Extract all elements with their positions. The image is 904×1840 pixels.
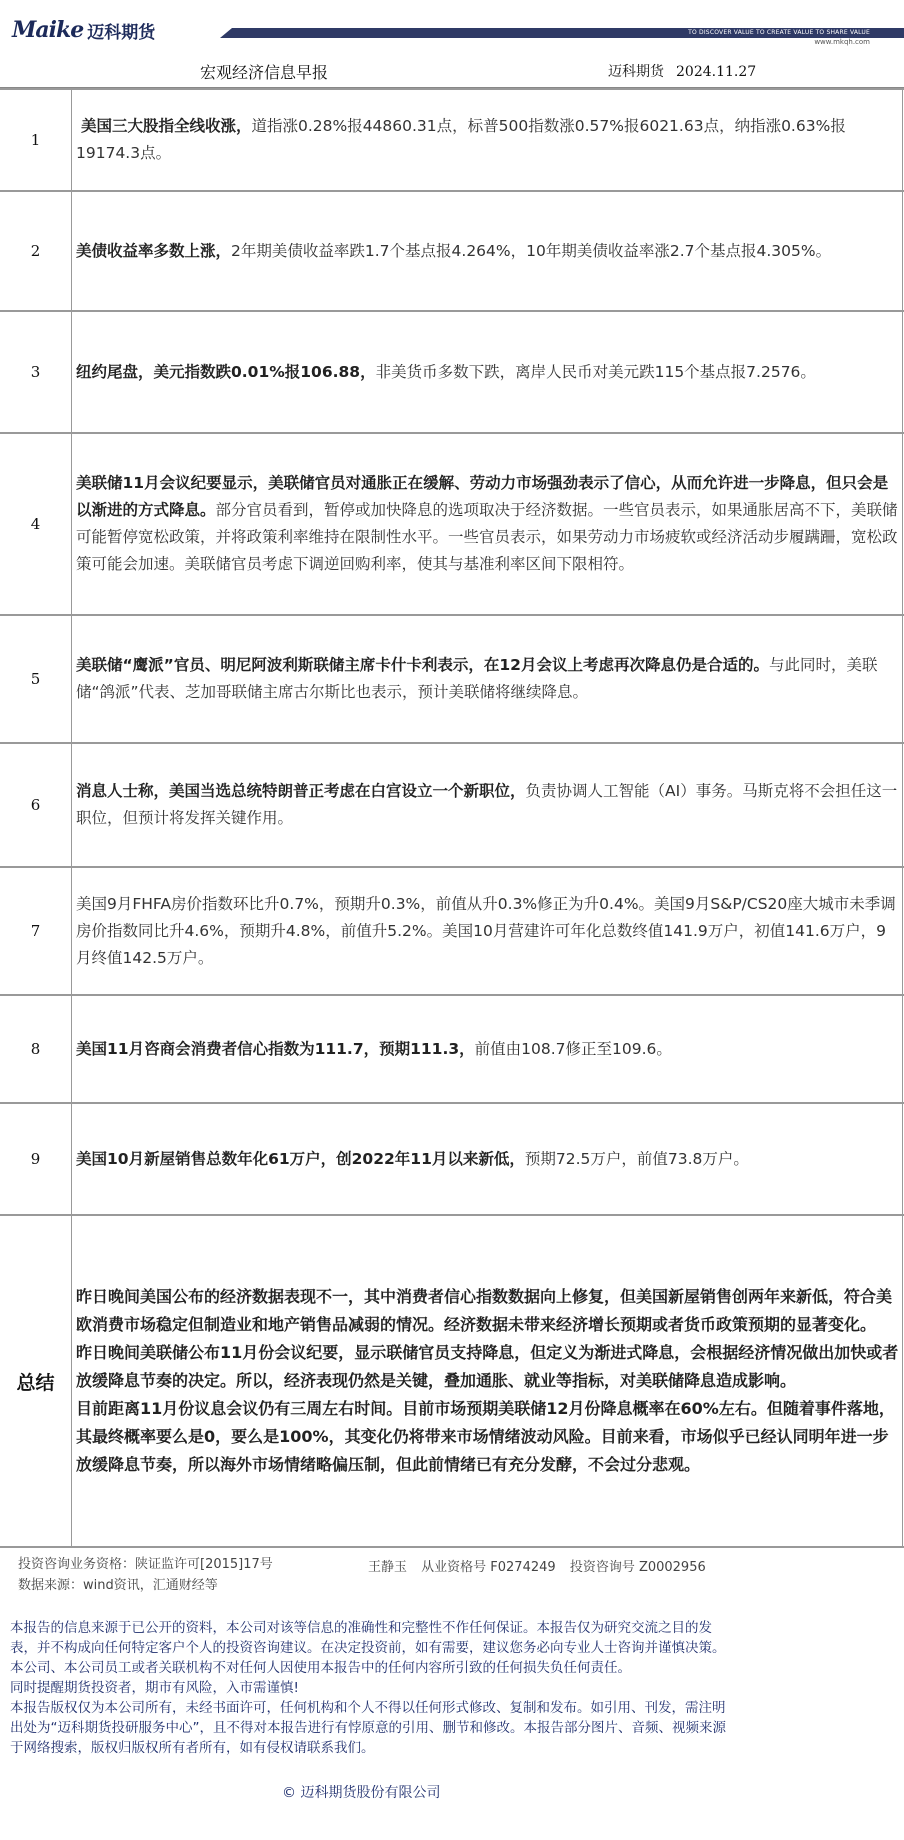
news-row-3	[0, 310, 904, 432]
row-headline: 美国三大股指全线收涨，	[80, 117, 252, 135]
row-number: 9	[0, 1104, 72, 1214]
row-number: 3	[0, 312, 72, 432]
row-text	[76, 312, 902, 432]
banner-slant	[220, 28, 232, 38]
analyst-license: 从业资格号 F0274249	[421, 1560, 556, 1575]
row-number: 7	[0, 868, 72, 994]
row-number: 8	[0, 996, 72, 1102]
table-right-border	[902, 88, 903, 1546]
row-headline: 美国11月咨商会消费者信心指数为111.7，预期111.3，	[76, 1039, 475, 1058]
analyst-info	[368, 1556, 716, 1575]
row-detail: 前值由108.7修正至109.6。	[474, 1039, 672, 1058]
header-banner	[0, 0, 904, 48]
analyst-name: 王静玉	[368, 1560, 408, 1575]
row-headline: 纽约尾盘，美元指数跌0.01%报106.88，	[76, 362, 376, 381]
row-text	[76, 616, 902, 742]
row-text	[76, 868, 902, 994]
summary-text	[76, 1216, 902, 1546]
analyst-consult-number: 投资咨询号 Z0002956	[569, 1560, 706, 1575]
row-detail: 部分官员看到，暂停或加快降息的选项取决于经济数据。一些官员表示，如果通胀居高不下，美联储可能暂停宽松政策，并将政策利率维持在限制性水平。一些官员表示，如果劳动力市场疲软或经济活动步履蹒跚，宽松政策可能会加速。美联储官员考虑下调逆回购利率，使其与基准利率区间下限相符。	[76, 501, 898, 573]
news-row-7	[0, 866, 904, 994]
row-text	[76, 996, 902, 1102]
tagline: TO DISCOVER VALUE TO CREATE VALUE TO SHARE VALUE	[688, 29, 870, 36]
row-number: 1	[0, 90, 72, 190]
row-text	[76, 744, 902, 866]
news-row-2	[0, 190, 904, 310]
row-text	[76, 192, 902, 310]
row-detail: 2年期美债收益率跌1.7个基点报4.264%，10年期美债收益率涨2.7个基点报4.305%。	[231, 241, 832, 260]
row-number: 5	[0, 616, 72, 742]
disclaimer-paragraph-1: 本报告的信息来源于已公开的资料，本公司对该等信息的准确性和完整性不作任何保证。本报告仅为研究交流之目的发表，并不构成向任何特定客户个人的投资咨询建议。在决定投资前，如有需要，建议您务必向专业人士咨询并谨慎决策。本公司、本公司员工或者关联机构不对任何人因使用本报告中的任何内容所引致的任何损失负任何责任。	[10, 1620, 726, 1676]
row-number: 6	[0, 744, 72, 866]
row-detail: 道指涨0.28%报44860.31点，标普500指数涨0.57%报6021.63点，纳指涨0.63%报19174.3点。	[76, 117, 846, 162]
row-text	[76, 1104, 902, 1214]
summary-paragraph-3: 目前距离11月份议息会议仍有三周左右时间。目前市场预期美联储12月份降息概率在60%左右。但随着事件落地，其最终概率要么是0，要么是100%，其变化仍将带来市场情绪波动风险。目前来看，市场似乎已经认同明年进一步放缓降息节奏，所以海外市场情绪略偏压制，但此前情绪已有充分发酵，不会过分悲观。	[76, 1399, 895, 1474]
news-row-4	[0, 432, 904, 614]
row-detail: 非美货币多数下跌，离岸人民币对美元跌115个基点报7.2576。	[375, 362, 816, 381]
news-row-6	[0, 742, 904, 866]
data-source: 数据来源：wind资讯，汇通财经等	[18, 1578, 218, 1593]
news-row-5	[0, 614, 904, 742]
disclaimer	[10, 1618, 738, 1758]
news-row-9	[0, 1102, 904, 1214]
news-row-8	[0, 994, 904, 1102]
table-bottom-border	[0, 1546, 904, 1548]
row-headline: 美国10月新屋销售总数年化61万户，创2022年11月以来新低，	[76, 1149, 525, 1168]
row-number: 2	[0, 192, 72, 310]
title-company	[608, 61, 756, 81]
row-number: 4	[0, 434, 72, 614]
row-text	[76, 434, 902, 614]
summary-label: 总结	[0, 1216, 72, 1546]
news-row-1	[0, 88, 904, 190]
summary-paragraph-1: 昨日晚间美国公布的经济数据表现不一，其中消费者信心指数数据向上修复，但美国新屋销售创两年来新低，符合美欧消费市场稳定但制造业和地产销售品减弱的情况。经济数据未带来经济增长预期或者货币政策预期的显著变化。	[76, 1287, 893, 1334]
row-headline: 美联储11月会议纪要显示，美联储官员对通胀正在缓解、劳动力市场强劲表示了信心，从而允许进一步降息，但只会是以渐进的方式降息。	[76, 474, 889, 519]
row-detail: 与此同时，美联储“鸽派”代表、芝加哥联储主席古尔斯比也表示，预计美联储将继续降息。	[76, 656, 878, 701]
copyright: © 迈科期货股份有限公司	[282, 1785, 441, 1801]
disclaimer-paragraph-3: 本报告版权仅为本公司所有，未经书面许可，任何机构和个人不得以任何形式修改、复制和发布。如引用、刊发，需注明出处为“迈科期货投研服务中心”，且不得对本报告进行有悖原意的引用、删节和修改。本报告部分图片、音频、视频来源于网络搜索，版权归版权所有者所有，如有侵权请联系我们。	[10, 1700, 726, 1756]
row-headline: 消息人士称，美国当选总统特朗普正考虑在白宫设立一个新职位，	[76, 782, 526, 800]
row-headline: 美债收益率多数上涨，	[76, 241, 232, 260]
row-headline: 美联储“鹰派”官员、明尼阿波利斯联储主席卡什卡利表示，在12月会议上考虑再次降息仍是合适的。	[76, 656, 769, 674]
qualification: 投资咨询业务资格：陕证监许可[2015]17号	[18, 1557, 273, 1572]
disclaimer-paragraph-2: 同时提醒期货投资者，期市有风险，入市需谨慎!	[10, 1680, 299, 1696]
row-text	[76, 90, 902, 190]
report-title: 宏观经济信息早报	[200, 63, 329, 82]
title-row	[0, 52, 904, 88]
row-detail: 负责协调人工智能（AI）事务。马斯克将不会担任这一职位，但预计将发挥关键作用。	[76, 782, 898, 827]
company-logo	[12, 18, 155, 42]
summary-row	[0, 1214, 904, 1546]
row-detail: 预期72.5万户，前值73.8万户。	[524, 1149, 749, 1168]
row-detail: 美国9月FHFA房价指数环比升0.7%，预期升0.3%，前值从升0.3%修正为升0.4%。美国9月S&P/CS20座大城市未季调房价指数同比升4.6%，预期升4.8%，前值升5.2%。美国10月营建许可年化总数终值141.9万户，初值141.6万户，9月终值142.5万户。	[76, 894, 896, 967]
logo-english: Maike	[12, 17, 84, 43]
website: www.mkqh.com	[814, 38, 870, 46]
report-date: 2024.11.27	[676, 64, 757, 80]
summary-paragraph-2: 昨日晚间美联储公布11月份会议纪要，显示联储官员支持降息，但定义为渐进式降息，会根据经济情况做出加快或者放缓降息节奏的决定。所以，经济表现仍然是关键，叠加通胀、就业等指标，对美联储降息造成影响。	[76, 1343, 899, 1390]
logo-chinese: 迈科期货	[87, 22, 156, 43]
title-company-name: 迈科期货	[608, 64, 664, 80]
